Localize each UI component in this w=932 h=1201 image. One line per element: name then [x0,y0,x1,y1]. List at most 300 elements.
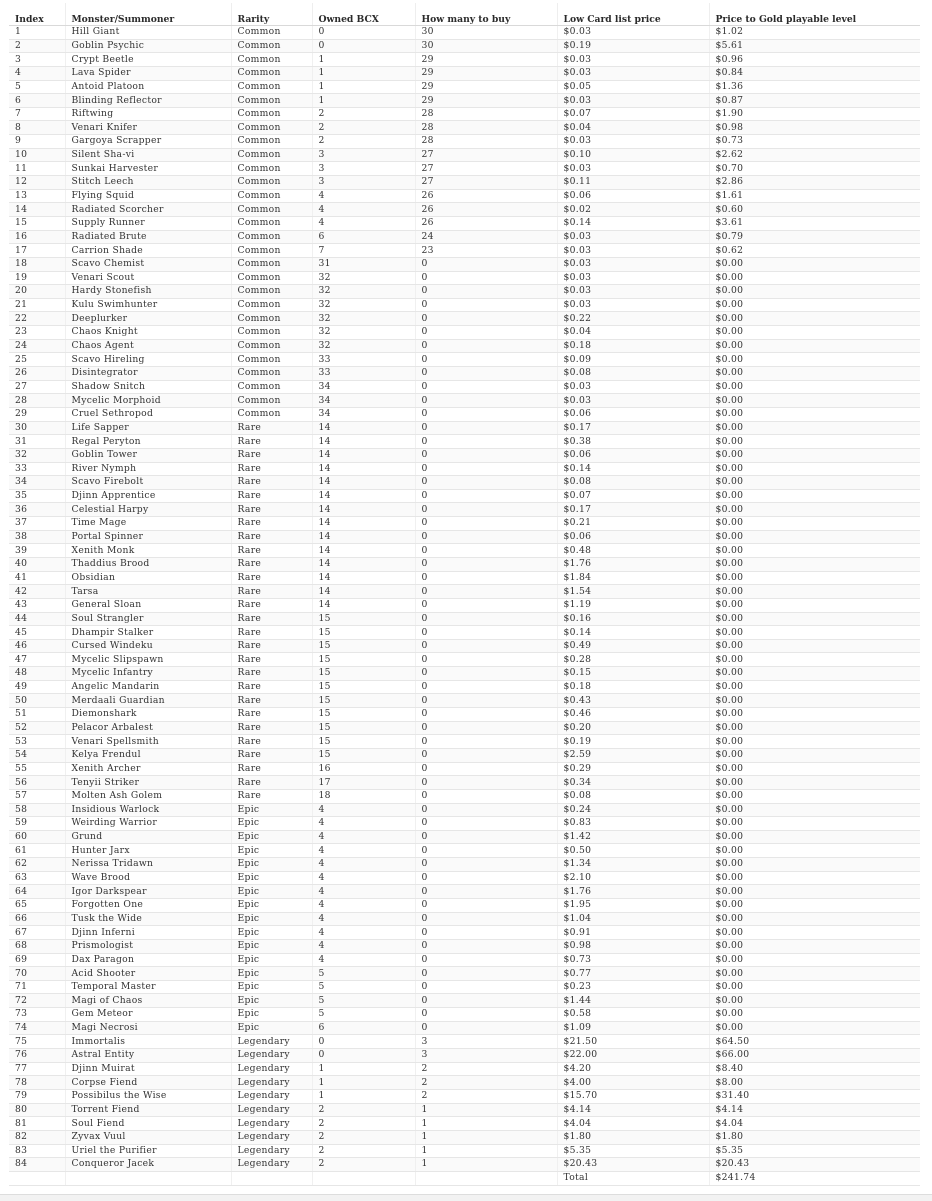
table-row [9,244,920,258]
low-price-cell: $0.09 [557,353,709,367]
to-buy-cell: 0 [415,557,557,571]
index-cell: 40 [9,557,65,571]
low-price-cell: $0.18 [557,680,709,694]
table-row [9,435,920,449]
gold-price-cell: $0.00 [709,339,920,353]
rarity-cell: Common [231,353,312,367]
gold-price-cell: $0.73 [709,135,920,149]
table-row [9,298,920,312]
index-cell: 36 [9,503,65,517]
owned-bcx-cell: 15 [312,721,415,735]
low-price-cell: $0.16 [557,612,709,626]
gold-price-cell: $0.00 [709,953,920,967]
index-cell: 77 [9,1062,65,1076]
to-buy-cell: 30 [415,39,557,53]
monster-name-cell: Djinn Inferni [65,926,231,940]
rarity-cell: Rare [231,448,312,462]
table-row [9,612,920,626]
table-row [9,407,920,421]
gold-price-cell: $4.14 [709,1103,920,1117]
owned-bcx-cell: 3 [312,162,415,176]
index-cell: 66 [9,912,65,926]
table-row [9,598,920,612]
owned-bcx-cell: 4 [312,899,415,913]
gold-price-cell: $0.00 [709,1008,920,1022]
rarity-cell: Rare [231,517,312,531]
low-price-cell: $0.49 [557,639,709,653]
monster-name-cell: Weirding Warrior [65,817,231,831]
monster-name-cell: Igor Darkspear [65,885,231,899]
gold-price-cell: $0.00 [709,680,920,694]
owned-bcx-cell: 4 [312,885,415,899]
to-buy-cell: 28 [415,107,557,121]
owned-bcx-cell: 1 [312,1062,415,1076]
owned-bcx-cell: 4 [312,926,415,940]
index-cell: 14 [9,203,65,217]
owned-bcx-cell: 5 [312,980,415,994]
owned-bcx-cell: 2 [312,1117,415,1131]
index-cell: 45 [9,626,65,640]
rarity-cell: Epic [231,844,312,858]
gold-price-cell: $1.36 [709,80,920,94]
monster-name-cell: Diemonshark [65,708,231,722]
owned-bcx-cell: 32 [312,312,415,326]
owned-bcx-cell: 0 [312,1049,415,1063]
rarity-cell: Legendary [231,1117,312,1131]
to-buy-cell: 0 [415,830,557,844]
index-cell: 34 [9,476,65,490]
owned-bcx-cell: 4 [312,216,415,230]
index-cell: 76 [9,1049,65,1063]
index-cell: 61 [9,844,65,858]
table-row [9,26,920,40]
low-price-cell: $0.06 [557,407,709,421]
low-price-cell: $0.14 [557,626,709,640]
owned-bcx-cell: 4 [312,803,415,817]
index-cell: 15 [9,216,65,230]
rarity-cell: Epic [231,1021,312,1035]
gold-price-cell: $0.00 [709,326,920,340]
low-price-cell: $4.00 [557,1076,709,1090]
rarity-cell: Legendary [231,1158,312,1172]
rarity-cell: Rare [231,789,312,803]
monster-name-cell: Hill Giant [65,26,231,40]
table-row [9,1089,920,1103]
index-cell: 17 [9,244,65,258]
rarity-cell: Rare [231,503,312,517]
index-cell: 23 [9,326,65,340]
total-label: Total [557,1171,709,1185]
index-cell: 62 [9,858,65,872]
gold-price-cell: $0.00 [709,448,920,462]
gold-price-cell: $0.00 [709,585,920,599]
table-row [9,1144,920,1158]
table-row [9,148,920,162]
table-row [9,462,920,476]
low-price-cell: $0.10 [557,148,709,162]
index-cell: 74 [9,1021,65,1035]
gold-price-cell: $0.62 [709,244,920,258]
table-row [9,626,920,640]
total-empty-cell [312,1171,415,1185]
header-how-many-to-buy: How many to buy [415,3,557,26]
gold-price-cell: $8.40 [709,1062,920,1076]
to-buy-cell: 0 [415,694,557,708]
rarity-cell: Epic [231,803,312,817]
table-row [9,176,920,190]
to-buy-cell: 0 [415,421,557,435]
to-buy-cell: 26 [415,203,557,217]
gold-price-cell: $0.00 [709,271,920,285]
monster-name-cell: Pelacor Arbalest [65,721,231,735]
to-buy-cell: 0 [415,939,557,953]
index-cell: 13 [9,189,65,203]
table-row [9,1158,920,1172]
owned-bcx-cell: 6 [312,230,415,244]
rarity-cell: Epic [231,1008,312,1022]
monster-name-cell: Djinn Muirat [65,1062,231,1076]
rarity-cell: Common [231,121,312,135]
owned-bcx-cell: 15 [312,680,415,694]
rarity-cell: Rare [231,748,312,762]
rarity-cell: Legendary [231,1103,312,1117]
gold-price-cell: $0.00 [709,939,920,953]
gold-price-cell: $0.00 [709,844,920,858]
to-buy-cell: 0 [415,380,557,394]
index-cell: 55 [9,762,65,776]
low-price-cell: $5.35 [557,1144,709,1158]
monster-name-cell: Prismologist [65,939,231,953]
table-row [9,585,920,599]
rarity-cell: Rare [231,612,312,626]
owned-bcx-cell: 33 [312,353,415,367]
low-price-cell: $0.03 [557,230,709,244]
low-price-cell: $1.95 [557,899,709,913]
owned-bcx-cell: 5 [312,1008,415,1022]
rarity-cell: Common [231,257,312,271]
gold-price-cell: $2.86 [709,176,920,190]
to-buy-cell: 29 [415,94,557,108]
table-row [9,544,920,558]
index-cell: 47 [9,653,65,667]
gold-price-cell: $0.00 [709,885,920,899]
index-cell: 44 [9,612,65,626]
table-row [9,1021,920,1035]
table-row [9,789,920,803]
index-cell: 24 [9,339,65,353]
price-table-container [9,3,920,1186]
to-buy-cell: 2 [415,1089,557,1103]
to-buy-cell: 0 [415,803,557,817]
monster-name-cell: Forgotten One [65,899,231,913]
table-row [9,503,920,517]
monster-name-cell: Angelic Mandarin [65,680,231,694]
owned-bcx-cell: 4 [312,817,415,831]
monster-name-cell: Supply Runner [65,216,231,230]
low-price-cell: $0.14 [557,216,709,230]
monster-name-cell: Astral Entity [65,1049,231,1063]
table-row [9,162,920,176]
to-buy-cell: 0 [415,285,557,299]
monster-name-cell: Cursed Windeku [65,639,231,653]
monster-name-cell: Hunter Jarx [65,844,231,858]
to-buy-cell: 0 [415,762,557,776]
index-cell: 63 [9,871,65,885]
to-buy-cell: 29 [415,53,557,67]
to-buy-cell: 0 [415,612,557,626]
owned-bcx-cell: 2 [312,107,415,121]
rarity-cell: Rare [231,462,312,476]
rarity-cell: Rare [231,721,312,735]
table-row [9,571,920,585]
to-buy-cell: 29 [415,66,557,80]
low-price-cell: $0.03 [557,394,709,408]
to-buy-cell: 0 [415,448,557,462]
to-buy-cell: 0 [415,462,557,476]
table-row [9,353,920,367]
monster-name-cell: Magi of Chaos [65,994,231,1008]
gold-price-cell: $0.00 [709,789,920,803]
rarity-cell: Rare [231,653,312,667]
owned-bcx-cell: 14 [312,476,415,490]
monster-name-cell: Temporal Master [65,980,231,994]
low-price-cell: $0.03 [557,380,709,394]
rarity-cell: Rare [231,585,312,599]
monster-name-cell: Crypt Beetle [65,53,231,67]
owned-bcx-cell: 14 [312,435,415,449]
monster-name-cell: Silent Sha-vi [65,148,231,162]
to-buy-cell: 0 [415,585,557,599]
low-price-cell: $1.84 [557,571,709,585]
low-price-cell: $0.28 [557,653,709,667]
rarity-cell: Rare [231,557,312,571]
low-price-cell: $0.29 [557,762,709,776]
owned-bcx-cell: 14 [312,530,415,544]
rarity-cell: Epic [231,899,312,913]
low-price-cell: $0.91 [557,926,709,940]
table-row [9,530,920,544]
table-row [9,858,920,872]
to-buy-cell: 1 [415,1144,557,1158]
price-table [9,3,920,1186]
to-buy-cell: 0 [415,980,557,994]
monster-name-cell: Soul Strangler [65,612,231,626]
monster-name-cell: Life Sapper [65,421,231,435]
monster-name-cell: Portal Spinner [65,530,231,544]
monster-name-cell: Venari Knifer [65,121,231,135]
rarity-cell: Common [231,230,312,244]
low-price-cell: $0.03 [557,94,709,108]
low-price-cell: $0.03 [557,244,709,258]
low-price-cell: $0.34 [557,776,709,790]
rarity-cell: Common [231,94,312,108]
monster-name-cell: Riftwing [65,107,231,121]
to-buy-cell: 0 [415,517,557,531]
to-buy-cell: 0 [415,926,557,940]
owned-bcx-cell: 14 [312,544,415,558]
rarity-cell: Common [231,271,312,285]
rarity-cell: Common [231,66,312,80]
monster-name-cell: Molten Ash Golem [65,789,231,803]
index-cell: 79 [9,1089,65,1103]
monster-name-cell: Dax Paragon [65,953,231,967]
index-cell: 7 [9,107,65,121]
low-price-cell: $1.42 [557,830,709,844]
index-cell: 41 [9,571,65,585]
monster-name-cell: Time Mage [65,517,231,531]
table-row [9,953,920,967]
low-price-cell: $0.21 [557,517,709,531]
table-row [9,107,920,121]
low-price-cell: $0.19 [557,39,709,53]
table-row [9,844,920,858]
low-price-cell: $0.06 [557,189,709,203]
monster-name-cell: Blinding Reflector [65,94,231,108]
monster-name-cell: Mycelic Morphoid [65,394,231,408]
monster-name-cell: Nerissa Tridawn [65,858,231,872]
rarity-cell: Common [231,312,312,326]
gold-price-cell: $0.00 [709,653,920,667]
to-buy-cell: 0 [415,326,557,340]
rarity-cell: Common [231,189,312,203]
to-buy-cell: 28 [415,135,557,149]
to-buy-cell: 23 [415,244,557,258]
to-buy-cell: 0 [415,789,557,803]
index-cell: 22 [9,312,65,326]
to-buy-cell: 0 [415,748,557,762]
low-price-cell: $0.14 [557,462,709,476]
to-buy-cell: 0 [415,844,557,858]
index-cell: 82 [9,1130,65,1144]
table-row [9,1103,920,1117]
table-row [9,721,920,735]
owned-bcx-cell: 0 [312,39,415,53]
owned-bcx-cell: 14 [312,503,415,517]
owned-bcx-cell: 32 [312,285,415,299]
low-price-cell: $1.44 [557,994,709,1008]
monster-name-cell: Tusk the Wide [65,912,231,926]
rarity-cell: Legendary [231,1144,312,1158]
gold-price-cell: $0.00 [709,926,920,940]
index-cell: 42 [9,585,65,599]
low-price-cell: $4.14 [557,1103,709,1117]
gold-price-cell: $0.00 [709,626,920,640]
low-price-cell: $0.20 [557,721,709,735]
index-cell: 38 [9,530,65,544]
owned-bcx-cell: 4 [312,203,415,217]
low-price-cell: $4.20 [557,1062,709,1076]
low-price-cell: $0.04 [557,121,709,135]
gold-price-cell: $0.00 [709,421,920,435]
monster-name-cell: Corpse Fiend [65,1076,231,1090]
index-cell: 30 [9,421,65,435]
monster-name-cell: Mycelic Slipspawn [65,653,231,667]
table-row [9,926,920,940]
owned-bcx-cell: 14 [312,571,415,585]
to-buy-cell: 0 [415,1021,557,1035]
gold-price-cell: $0.00 [709,639,920,653]
table-row [9,1035,920,1049]
low-price-cell: $1.19 [557,598,709,612]
index-cell: 81 [9,1117,65,1131]
rarity-cell: Epic [231,817,312,831]
table-row [9,994,920,1008]
owned-bcx-cell: 14 [312,489,415,503]
to-buy-cell: 0 [415,639,557,653]
to-buy-cell: 27 [415,176,557,190]
to-buy-cell: 26 [415,189,557,203]
rarity-cell: Legendary [231,1049,312,1063]
total-row [9,1171,920,1185]
index-cell: 51 [9,708,65,722]
gold-price-cell: $0.00 [709,394,920,408]
rarity-cell: Rare [231,476,312,490]
rarity-cell: Rare [231,735,312,749]
to-buy-cell: 0 [415,489,557,503]
monster-name-cell: Celestial Harpy [65,503,231,517]
owned-bcx-cell: 5 [312,967,415,981]
index-cell: 43 [9,598,65,612]
rarity-cell: Common [231,148,312,162]
to-buy-cell: 0 [415,394,557,408]
low-price-cell: $0.08 [557,789,709,803]
gold-price-cell: $20.43 [709,1158,920,1172]
low-price-cell: $15.70 [557,1089,709,1103]
owned-bcx-cell: 15 [312,639,415,653]
owned-bcx-cell: 32 [312,339,415,353]
to-buy-cell: 0 [415,407,557,421]
low-price-cell: $0.04 [557,326,709,340]
rarity-cell: Common [231,285,312,299]
low-price-cell: $0.48 [557,544,709,558]
to-buy-cell: 0 [415,776,557,790]
low-price-cell: $2.10 [557,871,709,885]
to-buy-cell: 0 [415,626,557,640]
index-cell: 12 [9,176,65,190]
total-empty-cell [9,1171,65,1185]
owned-bcx-cell: 4 [312,871,415,885]
owned-bcx-cell: 32 [312,326,415,340]
to-buy-cell: 0 [415,721,557,735]
to-buy-cell: 1 [415,1103,557,1117]
low-price-cell: $0.77 [557,967,709,981]
index-cell: 2 [9,39,65,53]
owned-bcx-cell: 1 [312,1076,415,1090]
table-row [9,230,920,244]
gold-price-cell: $0.00 [709,708,920,722]
gold-price-cell: $5.35 [709,1144,920,1158]
low-price-cell: $1.09 [557,1021,709,1035]
gold-price-cell: $0.79 [709,230,920,244]
monster-name-cell: Lava Spider [65,66,231,80]
gold-price-cell: $64.50 [709,1035,920,1049]
to-buy-cell: 0 [415,476,557,490]
header-owned-bcx: Owned BCX [312,3,415,26]
gold-price-cell: $0.00 [709,476,920,490]
to-buy-cell: 1 [415,1130,557,1144]
to-buy-cell: 0 [415,667,557,681]
monster-name-cell: Kulu Swimhunter [65,298,231,312]
gold-price-cell: $0.00 [709,435,920,449]
rarity-cell: Epic [231,858,312,872]
index-cell: 80 [9,1103,65,1117]
table-row [9,367,920,381]
index-cell: 60 [9,830,65,844]
table-row [9,203,920,217]
owned-bcx-cell: 4 [312,939,415,953]
owned-bcx-cell: 2 [312,121,415,135]
gold-price-cell: $0.00 [709,571,920,585]
